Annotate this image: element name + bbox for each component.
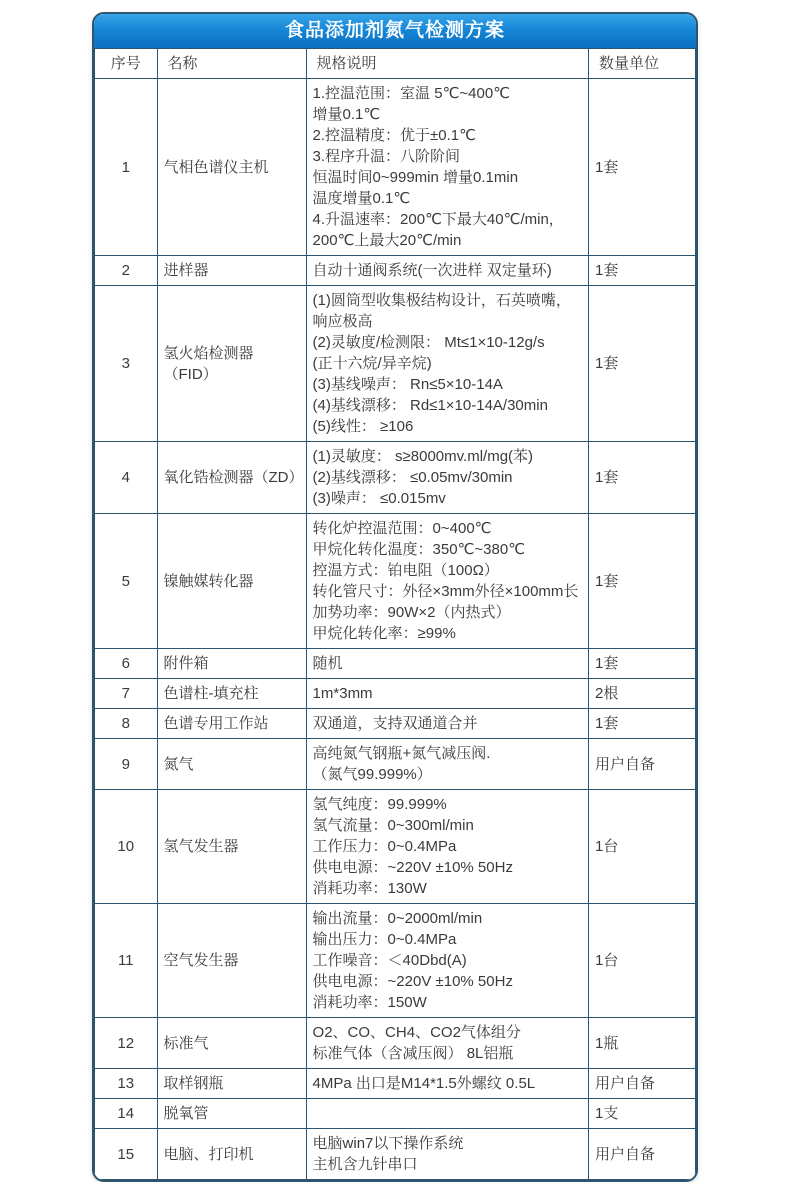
spec-line: 主机含九针串口 (312, 1156, 418, 1173)
cell-serial-number: 12 (95, 1018, 158, 1069)
table-title: 食品添加剂氮气检测方案 (94, 14, 696, 48)
cell-specification (306, 1099, 588, 1129)
spec-line: 电脑win7以下操作系统 (312, 1135, 464, 1152)
cell-specification (306, 679, 588, 709)
column-header-no: 序号 (95, 49, 158, 79)
cell-specification (306, 709, 588, 739)
cell-serial-number: 6 (95, 649, 158, 679)
cell-item-name: 色谱柱-填充柱 (157, 679, 306, 709)
spec-line: 甲烷化转化率：≥99% (312, 625, 456, 642)
spec-line: 随机 (312, 655, 343, 672)
cell-item-name: 进样器 (157, 256, 306, 286)
spec-line: 1m*3mm (312, 685, 373, 702)
cell-specification (306, 649, 588, 679)
spec-line: 氢气流量：0~300ml/min (312, 817, 474, 834)
spec-line: 供电电源：~220V ±10% 50Hz (312, 859, 513, 876)
cell-serial-number: 8 (95, 709, 158, 739)
spec-line: 4MPa 出口是M14*1.5外螺纹 0.5L (312, 1075, 536, 1092)
table-header (95, 49, 696, 79)
spec-line: 工作噪音：＜40Dbd(A) (312, 952, 467, 969)
cell-specification (306, 442, 588, 514)
cell-specification (306, 739, 588, 790)
spec-line: （氮气99.999%） (312, 766, 432, 783)
table-row (95, 256, 696, 286)
spec-line: (1)灵敏度： s≥8000mv.ml/mg(苯) (312, 448, 534, 465)
column-header-name: 名称 (157, 49, 306, 79)
spec-line: (3)基线噪声： Rn≤5×10-14A (312, 376, 503, 393)
spec-line: 双通道，支持双通道合并 (312, 715, 478, 732)
cell-quantity-unit: 1台 (589, 790, 696, 904)
table-row (95, 1018, 696, 1069)
spec-table-panel (92, 12, 698, 1182)
cell-serial-number: 11 (95, 904, 158, 1018)
cell-serial-number: 13 (95, 1069, 158, 1099)
cell-quantity-unit: 1瓶 (589, 1018, 696, 1069)
table-row (95, 739, 696, 790)
cell-specification (306, 1069, 588, 1099)
spec-line: 标准气体（含减压阀） 8L铝瓶 (312, 1045, 514, 1062)
spec-line: (4)基线漂移： Rd≤1×10-14A/30min (312, 397, 548, 414)
spec-line: 温度增量0.1℃ (312, 190, 411, 207)
cell-item-name: 取样钢瓶 (157, 1069, 306, 1099)
cell-quantity-unit: 1套 (589, 286, 696, 442)
cell-specification (306, 514, 588, 649)
cell-quantity-unit: 1套 (589, 442, 696, 514)
cell-specification (306, 790, 588, 904)
cell-quantity-unit: 用户自备 (589, 1069, 696, 1099)
cell-quantity-unit: 1台 (589, 904, 696, 1018)
cell-serial-number: 7 (95, 679, 158, 709)
spec-line: 4.升温速率：200℃下最大40℃/min， (312, 211, 564, 228)
cell-item-name: 脱氧管 (157, 1099, 306, 1129)
cell-item-name: 电脑、打印机 (157, 1129, 306, 1180)
spec-line: O2、CO、CH4、CO2气体组分 (312, 1024, 521, 1041)
cell-item-name: 空气发生器 (157, 904, 306, 1018)
spec-line: 工作压力：0~0.4MPa (312, 838, 457, 855)
table-row (95, 79, 696, 256)
spec-line: 2.控温精度：优于±0.1℃ (312, 127, 476, 144)
cell-serial-number: 14 (95, 1099, 158, 1129)
table-row (95, 790, 696, 904)
cell-item-name: 色谱专用工作站 (157, 709, 306, 739)
cell-item-name: 镍触媒转化器 (157, 514, 306, 649)
table-row (95, 514, 696, 649)
cell-serial-number: 15 (95, 1129, 158, 1180)
spec-line: 供电电源：~220V ±10% 50Hz (312, 973, 513, 990)
spec-line: 加势功率：90W×2（内热式） (312, 604, 511, 621)
spec-table-body (95, 79, 696, 1180)
cell-quantity-unit: 1套 (589, 79, 696, 256)
table-row (95, 1129, 696, 1180)
cell-serial-number: 2 (95, 256, 158, 286)
spec-line: 氢气纯度：99.999% (312, 796, 447, 813)
spec-line: 控温方式：铂电阻（100Ω） (312, 562, 499, 579)
table-row (95, 709, 696, 739)
cell-item-name: 氢火焰检测器（FID） (157, 286, 306, 442)
spec-line: (3)噪声： ≤0.015mv (312, 490, 446, 507)
spec-line: 输出压力：0~0.4MPa (312, 931, 457, 948)
cell-serial-number: 4 (95, 442, 158, 514)
cell-serial-number: 1 (95, 79, 158, 256)
cell-quantity-unit: 1支 (589, 1099, 696, 1129)
column-header-qty: 数量单位 (589, 49, 696, 79)
spec-line: 消耗功率：150W (312, 994, 427, 1011)
table-row (95, 442, 696, 514)
table-row (95, 904, 696, 1018)
cell-item-name: 氮气 (157, 739, 306, 790)
spec-line: 增量0.1℃ (312, 106, 381, 123)
cell-item-name: 附件箱 (157, 649, 306, 679)
cell-quantity-unit: 1套 (589, 256, 696, 286)
cell-item-name: 氧化锆检测器（ZD） (157, 442, 306, 514)
cell-quantity-unit: 1套 (589, 709, 696, 739)
cell-serial-number: 3 (95, 286, 158, 442)
spec-table (94, 48, 696, 1180)
cell-item-name: 气相色谱仪主机 (157, 79, 306, 256)
spec-line: 输出流量：0~2000ml/min (312, 910, 483, 927)
column-header-spec: 规格说明 (306, 49, 588, 79)
cell-item-name: 氢气发生器 (157, 790, 306, 904)
spec-line: (5)线性： ≥106 (312, 418, 414, 435)
table-row (95, 286, 696, 442)
cell-specification (306, 256, 588, 286)
spec-line: 高纯氮气钢瓶+氮气减压阀. (312, 745, 491, 762)
spec-line: (正十六烷/异辛烷) (312, 355, 432, 372)
cell-quantity-unit: 1套 (589, 514, 696, 649)
spec-line: 恒温时间0~999min 增量0.1min (312, 169, 519, 186)
spec-line: 消耗功率：130W (312, 880, 427, 897)
spec-line: (2)基线漂移： ≤0.05mv/30min (312, 469, 513, 486)
cell-serial-number: 5 (95, 514, 158, 649)
spec-line: (2)灵敏度/检测限： Mt≤1×10-12g/s (312, 334, 545, 351)
cell-quantity-unit: 用户自备 (589, 739, 696, 790)
spec-line: 转化炉控温范围：0~400℃ (312, 520, 492, 537)
cell-quantity-unit: 1套 (589, 649, 696, 679)
table-row (95, 679, 696, 709)
table-row (95, 1099, 696, 1129)
header-row (95, 49, 696, 79)
spec-line: 甲烷化转化温度：350℃~380℃ (312, 541, 526, 558)
spec-line: (1)圆筒型收集极结构设计，石英喷嘴， (312, 292, 571, 309)
cell-item-name: 标准气 (157, 1018, 306, 1069)
cell-quantity-unit: 用户自备 (589, 1129, 696, 1180)
cell-specification (306, 286, 588, 442)
cell-serial-number: 9 (95, 739, 158, 790)
spec-line: 自动十通阀系统(一次进样 双定量环) (312, 262, 552, 279)
spec-line: 响应极高 (312, 313, 373, 330)
spec-line: 3.程序升温：八阶阶间 (312, 148, 461, 165)
cell-specification (306, 1129, 588, 1180)
table-row (95, 649, 696, 679)
spec-line: 200℃上最大20℃/min (312, 232, 462, 249)
cell-specification (306, 904, 588, 1018)
cell-specification (306, 79, 588, 256)
cell-quantity-unit: 2根 (589, 679, 696, 709)
spec-line: 1.控温范围：室温 5℃~400℃ (312, 85, 511, 102)
table-row (95, 1069, 696, 1099)
cell-specification (306, 1018, 588, 1069)
cell-serial-number: 10 (95, 790, 158, 904)
spec-line: 转化管尺寸：外径×3mm外径×100mm长 (312, 583, 579, 600)
